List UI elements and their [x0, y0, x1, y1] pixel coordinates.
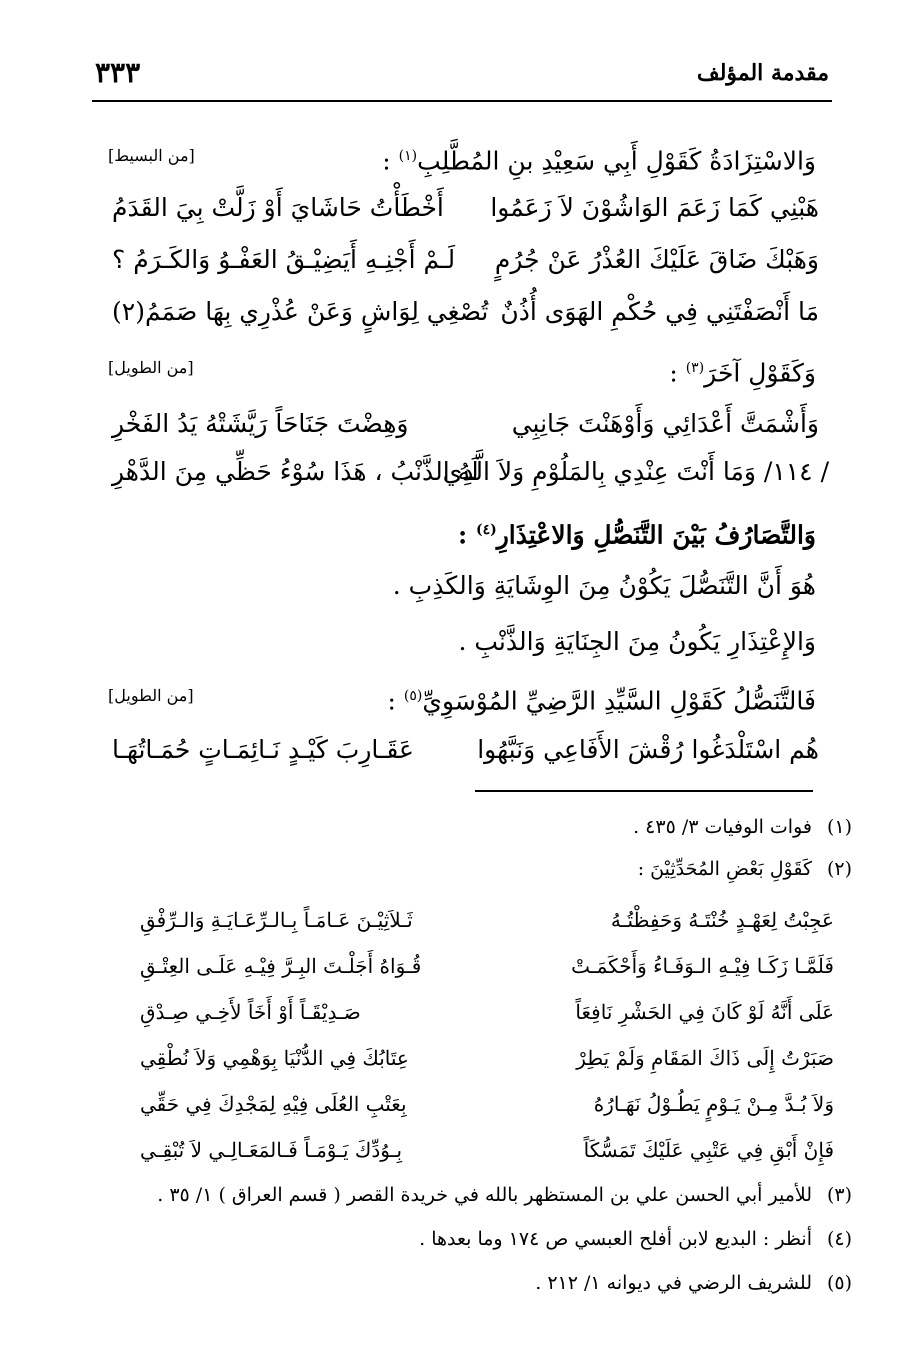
verse-line: [112, 238, 819, 282]
footnote-verse: [140, 1038, 834, 1078]
verse-first-hemistich: / ١١٤/ وَمَا أَنْتَ عِنْدِي بِالمَلُوْمِ وَلاَ الَّذِي: [442, 457, 829, 486]
footnote-ref: (٤): [475, 522, 497, 538]
verse-second-hemistich: ثَـلاَثِيْـنَ عَـامَـاً بِـالـرِّعَـايَـةِ وَالـرِّفْقِ: [140, 908, 413, 932]
colon: :: [669, 358, 686, 388]
verse-first-hemistich: مَا أَنْصَفْتَنِي فِي حُكْمِ الهَوَى أُذُنٌ: [500, 297, 819, 326]
meter-label: [من الطويل]: [108, 358, 194, 377]
footnote-verse: [140, 1130, 834, 1170]
verse-first-hemistich: صَبَرْتُ إِلَى ذَاكَ المَقَامِ وَلَمْ يَطِرْ: [576, 1046, 834, 1070]
footnote-2: [108, 852, 852, 886]
page-header: [95, 56, 829, 96]
footnote-text: فوات الوفيات ٣/ ٤٣٥ .: [633, 816, 812, 838]
footnote-verse: [140, 992, 834, 1032]
verse-second-hemistich: وَهِضْتَ جَنَاحَاً رَيَّشَتْهُ يَدُ الفَخْرِ: [112, 409, 409, 438]
section-heading: [108, 510, 816, 555]
verse-second-hemistich: لَـمْ أَجْنِـهِ أَيَضِيْـقُ العَفْـوُ وَالكَـرَمُ ؟: [112, 245, 456, 274]
verse-second-hemistich: عِتَابُكَ فِي الدُّنْيَا بِوَهْمِي وَلاَ نُطْقِي: [140, 1046, 409, 1070]
verse-first-hemistich: وَهَبْكَ ضَاقَ عَلَيْكَ العُذْرُ عَنْ جُرُمٍ: [494, 245, 819, 274]
footnote-ref: (٥): [403, 688, 423, 704]
header-rule: [92, 100, 832, 102]
intro-line-2: [108, 348, 816, 393]
page-number: ٣٣٣: [95, 56, 141, 89]
verse-second-hemistich: بِعَتْبِ العُلَى فِيْهِ لِمَجْدِكَ فِي حَقِّي: [140, 1092, 407, 1116]
verse-second-hemistich: لَهُ الذَّنْبُ ، هَذَا سُوْءُ حَظِّي مِنَ الدَّهْرِ: [112, 457, 479, 486]
heading-text: وَالتَّصَارُفُ بَيْنَ التَّنَصُّلِ وَالاعْتِذَارِ: [496, 520, 816, 550]
verse-line: [112, 450, 829, 494]
verse-second-hemistich: عَقَـارِبَ كَيْـدٍ نَـائِمَـاتٍ حُمَـاتُهَـا: [112, 735, 414, 764]
verse-second-hemistich: تُصْغِي لِوَاشٍ وَعَنْ عُذْرِي بِهَا صَمَمُ(٢): [112, 297, 489, 326]
verse-first-hemistich: هُم اسْتَلْدَغُوا رُقْشَ الأَفَاعِي وَنَبَّهُوا: [477, 735, 819, 764]
footnote-verse: [140, 900, 834, 940]
verse-second-hemistich: قُـوَاهُ أَجَلْـتَ البِـرَّ فِيْـهِ عَلَـى العِتْـقِ: [140, 954, 422, 978]
verse-first-hemistich: عَلَى أَنَّهُ لَوْ كَانَ فِي الحَشْرِ نَافِعَاً: [575, 1000, 834, 1024]
intro-text: فَالتَّنَصُّلُ كَقَوْلِ السَّيِّدِ الرَّضِيِّ المُوْسَوِيِّ: [422, 686, 816, 716]
footnote-4: [108, 1222, 852, 1256]
footnote-number: (٣): [826, 1184, 852, 1206]
footnote-verse: [140, 1084, 834, 1124]
meter-label: [من البسيط]: [108, 146, 195, 165]
footnote-number: (٥): [826, 1272, 852, 1294]
footnote-5: [108, 1266, 852, 1300]
intro-line-1: [108, 136, 816, 181]
intro-text: وَكَقَوْلِ آخَرَ: [704, 358, 816, 388]
footnote-verse: [140, 946, 834, 986]
footnote-3: [108, 1178, 852, 1212]
verse-line: [112, 402, 819, 446]
footnote-text: للأمير أبي الحسن علي بن المستظهر بالله في خريدة القصر ( قسم العراق ) ١/ ٣٥ .: [157, 1184, 812, 1206]
intro-text: وَالاسْتِزَادَةُ كَقَوْلِ أَبِي سَعِيْدِ بنِ المُطَّلِبِ: [417, 146, 816, 176]
colon: :: [458, 520, 476, 550]
colon: :: [387, 686, 404, 716]
verse-second-hemistich: بِـوُدِّكَ يَـوْمَـاً فَـالمَعَـالِـي لاَ تُبْقِـي: [140, 1138, 403, 1162]
footnote-number: (٤): [826, 1228, 852, 1250]
verse-second-hemistich: أَخْطَأْتُ حَاشَايَ أَوْ زَلَّتْ بِيَ القَدَمُ: [112, 193, 444, 222]
definition-2: وَالإِعْتِذَارِ يَكُونُ مِنَ الجِنَايَةِ وَالذَّنْبِ .: [458, 627, 816, 656]
footnote-1: [108, 810, 852, 844]
definition-1: هُوَ أَنَّ التَّنَصُّلَ يَكُوْنُ مِنَ الوِشَايَةِ وَالكَذِبِ .: [392, 571, 816, 600]
footnote-number: (٢): [826, 858, 852, 880]
verse-first-hemistich: وَأَشْمَتَّ أَعْدَائِي وَأَوْهَنْتَ جَانِبِي: [511, 409, 819, 438]
verse-second-hemistich: صَـدِيْقَـاً أَوْ أَخَاً لأَخِـي صِـدْقِ: [140, 1000, 361, 1024]
footnote-ref: (١): [398, 148, 418, 164]
verse-line: [112, 186, 819, 230]
meter-label: [من الطويل]: [108, 686, 194, 705]
footnote-text: كَقَوْلِ بَعْضِ المُحَدِّثِيْنَ :: [637, 858, 812, 880]
footnote-ref: (٣): [685, 360, 705, 376]
colon: :: [382, 146, 399, 176]
footnote-separator: [475, 790, 813, 792]
verse-line: [112, 290, 819, 334]
verse-first-hemistich: فَلَمَّـا زَكَـا فِيْـهِ الـوَفَـاءُ وَأَحْكَمَـتْ: [571, 954, 834, 978]
running-title: مقدمة المؤلف: [696, 60, 829, 86]
verse-first-hemistich: فَإِنْ أَبْقِ فِي عَتْبِي عَلَيْكَ تَمَسُّكَاً: [583, 1138, 834, 1162]
verse-first-hemistich: هَبْنِي كَمَا زَعَمَ الوَاشُوْنَ لاَ زَعَمُوا: [490, 193, 819, 222]
footnote-text: للشريف الرضي في ديوانه ١/ ٢١٢ .: [535, 1272, 812, 1294]
intro-line-3: [108, 676, 816, 721]
footnote-number: (١): [826, 816, 852, 838]
verse-first-hemistich: وَلاَ بُـدَّ مِـنْ يَـوْمٍ يَطُـوْلُ نَهَـارُهُ: [593, 1092, 834, 1116]
footnote-text: أنظر : البديع لابن أفلح العبسي ص ١٧٤ وما بعدها .: [419, 1228, 812, 1250]
verse-first-hemistich: عَجِبْتُ لِعَهْـدٍ خُنْتَـهُ وَحَفِظْتُـهُ: [610, 908, 834, 932]
verse-line: [112, 728, 819, 772]
